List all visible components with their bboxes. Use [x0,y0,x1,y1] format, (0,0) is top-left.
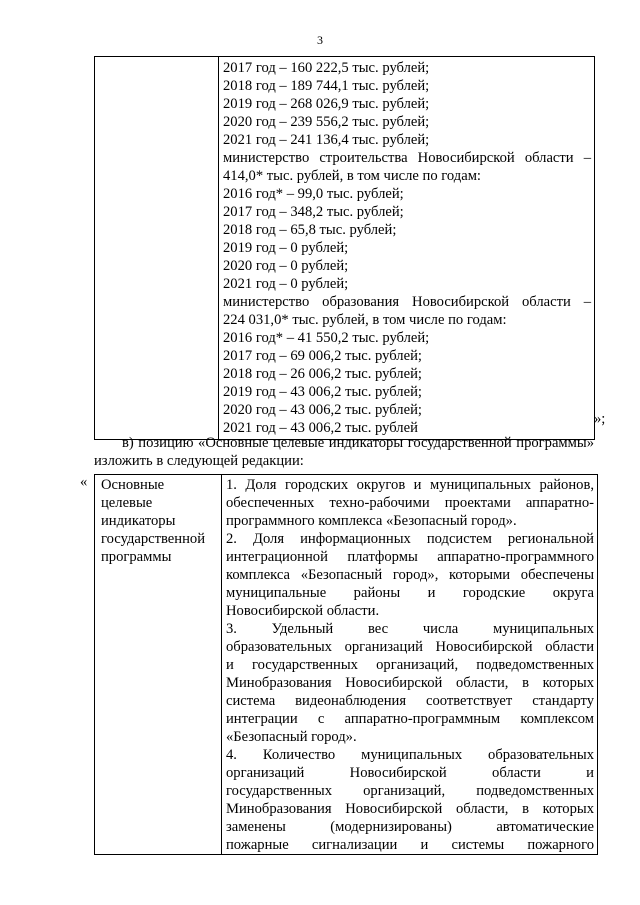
indicators-table [94,474,598,855]
indicator-line: обеспеченных техно-рабочими проектами аппаратно- [226,495,594,511]
indicator-line: пожарные сигнализации и системы пожарного [226,837,594,853]
indicator-line: «Безопасный город». [226,729,357,745]
funding-line: 2016 год* – 41 550,2 тыс. рублей; [223,330,430,346]
indicators-label-cell [95,475,222,855]
indicator-line: государственных организаций, подведомственных [226,783,594,799]
funding-table-value-cell [219,57,595,440]
funding-line: 2019 год – 43 006,2 тыс. рублей; [223,384,422,400]
indicator-line: 1. Доля городских округов и муниципальных районов, [226,477,594,493]
funding-line: 224 031,0* тыс. рублей, в том числе по годам: [223,312,507,328]
funding-line: 2018 год – 189 744,1 тыс. рублей; [223,78,430,94]
indicators-label-line: целевые [101,495,153,511]
indicator-line: интеграционной платформы аппаратно-программного [226,549,594,565]
indicators-label-line: индикаторы [101,513,176,529]
indicator-line: муниципальные районы и городские округа [226,585,594,601]
funding-table-label-cell [95,57,219,440]
closing-quote: »; [594,411,606,427]
funding-line: 2018 год – 65,8 тыс. рублей; [223,222,397,238]
indicators-label-line: Основные [101,477,165,493]
indicator-line: организаций Новосибирской области и [226,765,594,781]
indicators-label-line: государственной [101,531,206,547]
indicator-line: Новосибирской области. [226,603,380,619]
funding-line: министерство строительства Новосибирской области – [223,150,591,166]
indicator-line: интеграции с аппаратно-программным комплексом [226,711,594,727]
indicator-line: заменены (модернизированы) автоматические [226,819,594,835]
indicator-line: образовательных организаций Новосибирской области [226,639,594,655]
funding-line: 2017 год – 69 006,2 тыс. рублей; [223,348,422,364]
funding-line: 2017 год – 348,2 тыс. рублей; [223,204,404,220]
funding-line: 2019 год – 0 рублей; [223,240,349,256]
funding-line: 2021 год – 241 136,4 тыс. рублей; [223,132,430,148]
indicator-line: и государственных организаций, подведомственных [226,657,594,673]
funding-line: 2020 год – 43 006,2 тыс. рублей; [223,402,422,418]
page-number: 3 [317,33,323,47]
indicator-line: комплекса «Безопасный город», которыми обеспечены [226,567,594,583]
funding-line: 2021 год – 43 006,2 тыс. рублей [223,420,418,436]
funding-table [94,56,595,440]
funding-line: 2019 год – 268 026,9 тыс. рублей; [223,96,430,112]
indicator-line: Минобразования Новосибирской области, в которых [226,801,594,817]
funding-line: министерство образования Новосибирской области – [223,294,591,310]
funding-line: 2018 год – 26 006,2 тыс. рублей; [223,366,422,382]
indicator-line: 2. Доля информационных подсистем региональной [226,531,594,547]
indicator-line: 4. Количество муниципальных образовательных [226,747,594,763]
amendment-paragraph-line1: в) позицию «Основные целевые индикаторы государственной программы» [122,435,594,451]
indicator-line: программного комплекса «Безопасный город». [226,513,517,529]
indicator-line: система видеонаблюдения соответствует стандарту [226,693,594,709]
funding-line: 414,0* тыс. рублей, в том числе по годам: [223,168,481,184]
indicators-label-line: программы [101,549,172,565]
funding-line: 2021 год – 0 рублей; [223,276,349,292]
funding-line: 2017 год – 160 222,5 тыс. рублей; [223,60,430,76]
funding-line: 2020 год – 239 556,2 тыс. рублей; [223,114,430,130]
indicator-line: Минобразования Новосибирской области, в которых [226,675,594,691]
funding-line: 2020 год – 0 рублей; [223,258,349,274]
funding-line: 2016 год* – 99,0 тыс. рублей; [223,186,404,202]
indicator-line: 3. Удельный вес числа муниципальных [226,621,594,637]
amendment-paragraph-line2: изложить в следующей редакции: [94,453,304,469]
opening-quote: « [80,474,88,490]
indicators-value-cell [222,475,598,855]
